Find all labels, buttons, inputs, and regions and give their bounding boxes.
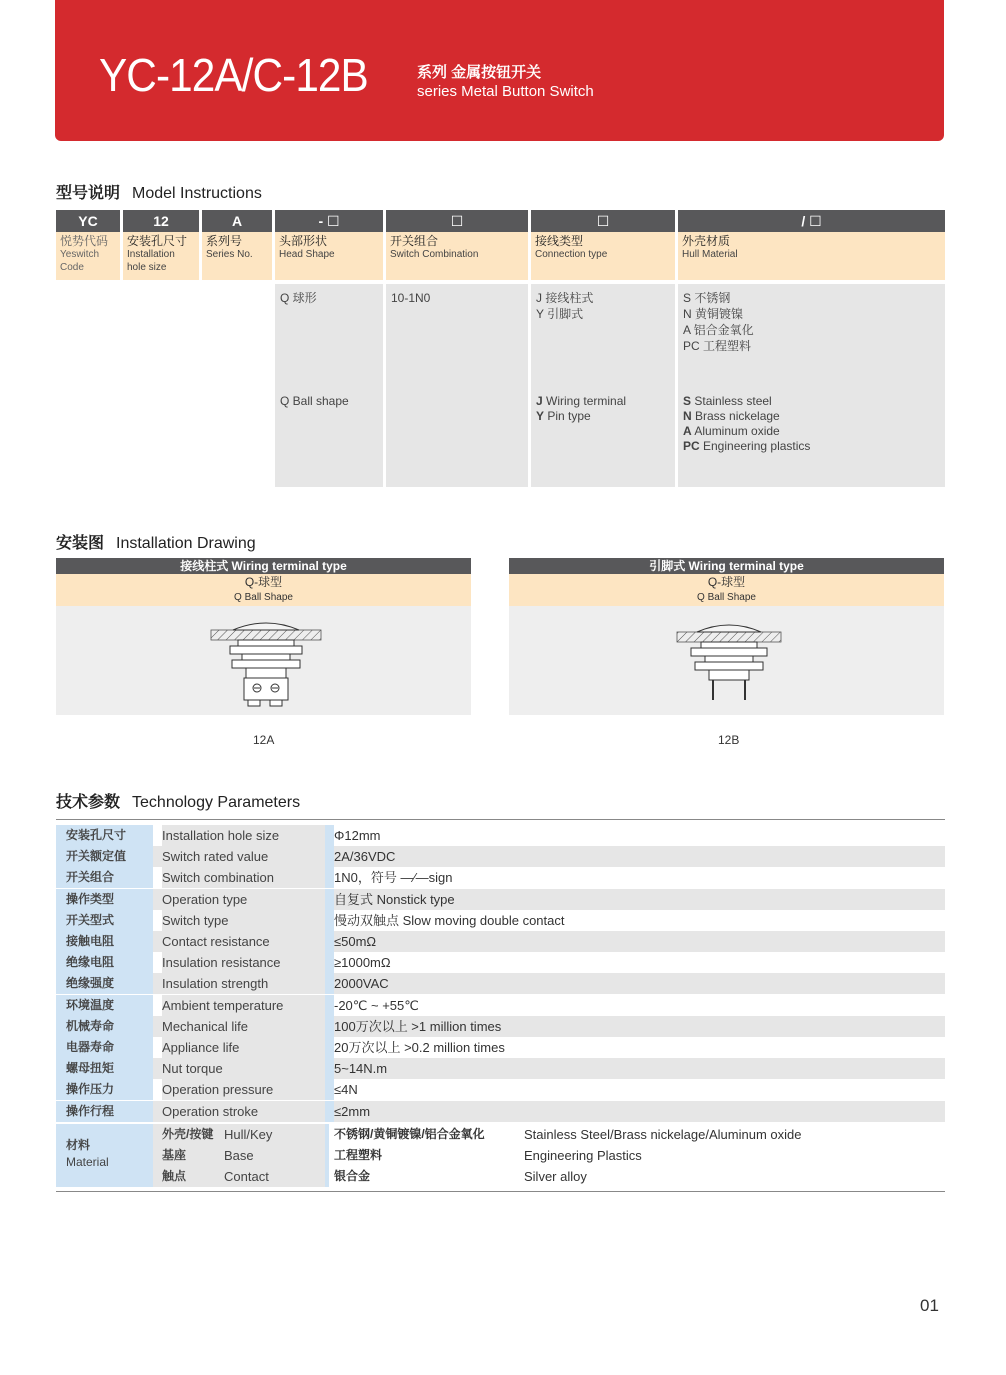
tech-row bbox=[56, 825, 945, 846]
install-caption-12a: 12A bbox=[253, 733, 275, 747]
tech-cn: 环境温度 bbox=[56, 995, 153, 1016]
model-header-connection: ☐ bbox=[531, 210, 675, 232]
tech-section-title: 技术参数 Technology Parameters bbox=[56, 794, 301, 811]
tech-cn: 接触电阻 bbox=[56, 931, 153, 952]
subtitle-cn: 系列 金属按钮开关 bbox=[417, 64, 542, 81]
material-row bbox=[153, 1145, 945, 1166]
tech-cn: 操作压力 bbox=[56, 1079, 153, 1100]
tech-cn: 操作行程 bbox=[56, 1101, 153, 1122]
tech-bottom-rule bbox=[56, 1191, 945, 1192]
tech-value: 慢动双触点 Slow moving double contact bbox=[334, 912, 565, 928]
material-label: 材料 Material bbox=[56, 1124, 153, 1187]
tech-cn: 操作类型 bbox=[56, 889, 153, 910]
tech-value: 100万次以上 >1 million times bbox=[334, 1018, 502, 1034]
material-part-cn: 外壳/按键 bbox=[162, 1127, 214, 1141]
install-section-title: 安装图 Installation Drawing bbox=[56, 535, 256, 552]
model-header-switch: ☐ bbox=[386, 210, 528, 232]
model-header-yc: YC bbox=[56, 210, 120, 232]
tech-en: Mechanical life bbox=[162, 1016, 325, 1037]
material-part-en: Hull/Key bbox=[224, 1127, 273, 1142]
install-header: 引脚式 Wiring terminal type bbox=[509, 558, 944, 574]
tech-cn: 机械寿命 bbox=[56, 1016, 153, 1037]
tech-value: 20万次以上 >0.2 million times bbox=[334, 1040, 505, 1055]
material-value-cn: 不锈钢/黄铜镀镍/铝合金氧化 bbox=[334, 1127, 485, 1141]
model-title: YC-12A/C-12B bbox=[99, 49, 368, 101]
tech-en: Operation pressure bbox=[162, 1079, 325, 1100]
tech-row bbox=[56, 889, 945, 910]
tech-value: 5~14N.m bbox=[334, 1061, 388, 1077]
tech-row bbox=[56, 952, 945, 973]
tech-row bbox=[56, 1079, 945, 1100]
model-label-size: 安装孔尺寸 Installation hole size bbox=[123, 232, 199, 280]
material-part-cn: 基座 bbox=[162, 1148, 187, 1162]
tech-en: Appliance life bbox=[162, 1037, 325, 1058]
tech-value: ≤4N bbox=[334, 1082, 358, 1098]
model-header-hull: / ☐ bbox=[678, 210, 945, 232]
tech-row bbox=[56, 995, 945, 1016]
tech-top-rule bbox=[56, 819, 945, 820]
tech-en: Ambient temperature bbox=[162, 995, 325, 1016]
material-value-cn: 工程塑料 bbox=[334, 1148, 383, 1162]
tech-en: Nut torque bbox=[162, 1058, 325, 1079]
switch-12b-drawing bbox=[509, 606, 944, 715]
install-shape-label: Q-球型 Q Ball Shape bbox=[509, 574, 944, 606]
tech-en: Operation type bbox=[162, 889, 325, 910]
hull-material-cell: S 不锈钢 N 黄铜镀镍 A 铝合金氧化 PC 工程塑料 S Stainless steel N Brass nickelage A Aluminum oxide PC Engineering plastics bbox=[678, 284, 945, 487]
connection-cell: J 接线柱式 Y 引脚式 J Wiring terminal Y Pin type bbox=[531, 284, 675, 487]
tech-en: Switch type bbox=[162, 910, 325, 931]
tech-row bbox=[56, 1058, 945, 1079]
tech-en: Insulation resistance bbox=[162, 952, 325, 973]
page-number: 01 bbox=[920, 1296, 939, 1315]
tech-value: ≥1000mΩ bbox=[334, 955, 391, 971]
banner-subtitle bbox=[417, 63, 594, 101]
tech-value: -20℃ ~ +55℃ bbox=[334, 997, 419, 1013]
material-value-en: Stainless Steel/Brass nickelage/Aluminum oxide bbox=[524, 1127, 802, 1142]
tech-en: Operation stroke bbox=[162, 1101, 325, 1122]
header-banner bbox=[55, 0, 944, 141]
tech-value: Φ12mm bbox=[334, 828, 381, 843]
tech-en: Switch combination bbox=[162, 867, 325, 888]
model-header-head: - ☐ bbox=[275, 210, 383, 232]
install-panel-12a bbox=[56, 558, 471, 715]
switch-12a-drawing bbox=[56, 606, 471, 715]
tech-cn: 开关型式 bbox=[56, 910, 153, 931]
model-label-head: 头部形状 Head Shape bbox=[275, 232, 383, 280]
install-caption-12b: 12B bbox=[718, 733, 740, 747]
model-header-size: 12 bbox=[123, 210, 199, 232]
tech-row bbox=[56, 1101, 945, 1122]
tech-value: ≤2mm bbox=[334, 1103, 371, 1119]
tech-en: Insulation strength bbox=[162, 973, 325, 994]
model-header-series: A bbox=[202, 210, 272, 232]
material-value-cn: 银合金 bbox=[334, 1169, 371, 1183]
material-part-cn: 触点 bbox=[162, 1169, 187, 1183]
tech-value: 1N0，符号 —⁄—sign bbox=[334, 870, 453, 886]
tech-row bbox=[56, 931, 945, 952]
tech-row bbox=[56, 867, 945, 888]
tech-row bbox=[56, 1037, 945, 1058]
material-value-en: Silver alloy bbox=[524, 1169, 587, 1184]
model-label-series: 系列号 Series No. bbox=[202, 232, 272, 280]
tech-cn: 绝缘强度 bbox=[56, 973, 153, 994]
tech-en: Installation hole size bbox=[162, 825, 325, 846]
tech-cn: 螺母扭矩 bbox=[56, 1058, 153, 1079]
install-panel-12b bbox=[509, 558, 944, 715]
tech-en: Switch rated value bbox=[162, 846, 325, 867]
material-value-en: Engineering Plastics bbox=[524, 1148, 642, 1163]
model-label-hull: 外壳材质 Hull Material bbox=[678, 232, 945, 280]
tech-row bbox=[56, 846, 945, 867]
tech-cn: 电器寿命 bbox=[56, 1037, 153, 1058]
tech-en: Contact resistance bbox=[162, 931, 325, 952]
material-part-en: Base bbox=[224, 1148, 254, 1163]
model-label-connection: 接线类型 Connection type bbox=[531, 232, 675, 280]
material-part-en: Contact bbox=[224, 1169, 269, 1184]
install-shape-label: Q-球型 Q Ball Shape bbox=[56, 574, 471, 606]
head-shape-cell: Q 球形 Q Ball shape bbox=[275, 284, 383, 487]
subtitle-en: series Metal Button Switch bbox=[417, 83, 594, 100]
tech-row bbox=[56, 973, 945, 994]
model-label-code: 悦势代码 Yeswitch Code bbox=[56, 232, 120, 280]
tech-row bbox=[56, 1016, 945, 1037]
model-section-title: 型号说明 Model Instructions bbox=[56, 185, 262, 202]
material-row bbox=[153, 1166, 945, 1187]
model-label-switch: 开关组合 Switch Combination bbox=[386, 232, 528, 280]
tech-row bbox=[56, 910, 945, 931]
install-header: 接线柱式 Wiring terminal type bbox=[56, 558, 471, 574]
tech-value: 2000VAC bbox=[334, 976, 389, 992]
tech-value: 自复式 Nonstick type bbox=[334, 891, 455, 907]
tech-cn: 开关额定值 bbox=[56, 846, 153, 867]
tech-cn: 安装孔尺寸 bbox=[56, 825, 153, 846]
switch-combination-cell: 10-1N0 bbox=[386, 284, 528, 487]
tech-cn: 绝缘电阻 bbox=[56, 952, 153, 973]
tech-cn: 开关组合 bbox=[56, 867, 153, 888]
tech-value: ≤50mΩ bbox=[334, 934, 377, 949]
material-row bbox=[153, 1124, 945, 1145]
tech-value: 2A/36VDC bbox=[334, 849, 396, 865]
